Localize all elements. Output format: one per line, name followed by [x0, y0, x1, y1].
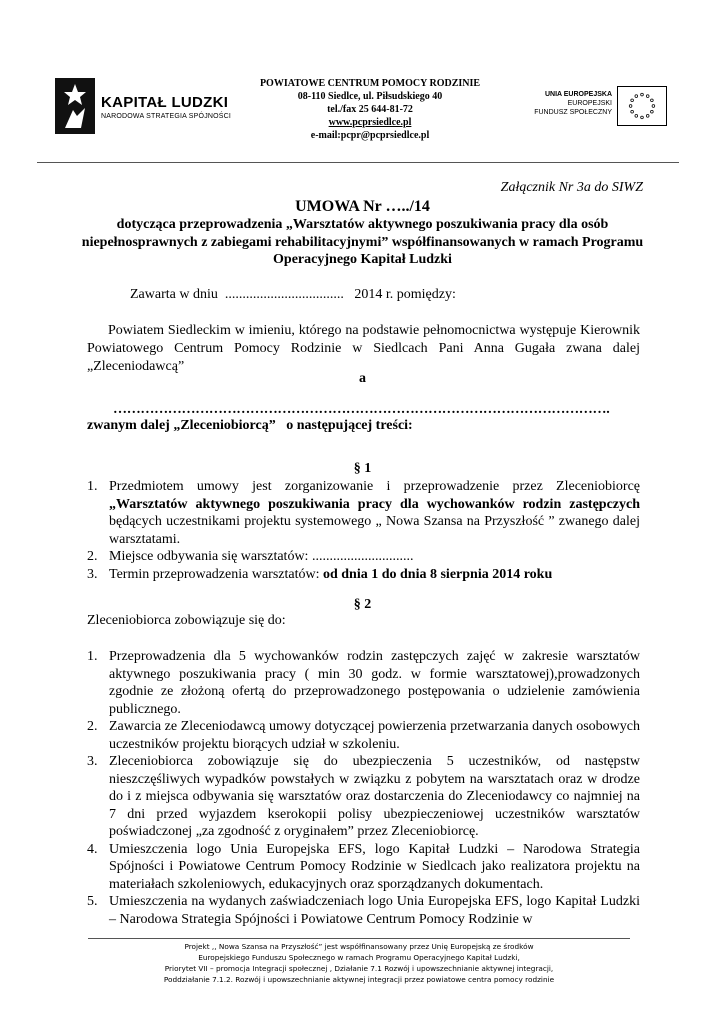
contractor-placeholder: ……………………………………………………………………………………………….: [113, 402, 610, 417]
contractor-designation: zwanym dalej „Zleceniobiorcą” o następującej treści:: [87, 418, 413, 433]
item-bold: „Warsztatów aktywnego poszukiwania pracy dla wychowanków rodzin zastępczych: [109, 496, 640, 512]
header-divider: [37, 162, 679, 163]
org-address: 08-110 Siedlce, ul. Piłsudskiego 40: [297, 91, 443, 102]
section-2-intro: Zleceniobiorca zobowiązuje się do:: [87, 613, 286, 628]
kapital-ludzki-logo: [55, 78, 245, 138]
footer-line-3: Priorytet VII – promocja Integracji społecznej , Działanie 7.1 Rozwój i upowszechnianie aktywnej integracji,: [164, 964, 554, 973]
footer-line-2: Europejskiego Funduszu Społecznego w ramach Programu Operacyjnego Kapitał Ludzki,: [198, 953, 520, 962]
org-name: POWIATOWE CENTRUM POMOCY RODZINIE: [259, 78, 481, 89]
item-text: Przedmiotem umowy jest zorganizowanie i przeprowadzenie przez Zleceniobiorcę: [109, 479, 640, 494]
logo-subtitle: NARODOWA STRATEGIA SPÓJNOŚCI: [101, 113, 232, 120]
section-1-list: [87, 478, 640, 583]
item-bold: od dnia 1 do dnia 8 sierpnia 2014 roku: [322, 566, 553, 582]
list-item: 3. Zleceniobiorca zobowiązuje się do ubezpieczenia 5 uczestników, od następstw nieszczęśliwych wypadków powstałych w związku z pobytem na warsztatach oraz w drodze do i z miejsca odbywania się warsztatów oraz dostarczenia do Zleceniodawcy co najmniej na 7 dni przed wyjazdem kserokopii polisy ubezpieczeniowej uczestników warsztatów poświadczonej „za zgodność z oryginałem” przez Zleceniobiorcę.: [87, 754, 640, 839]
org-website-link[interactable]: www.pcprsiedlce.pl: [328, 117, 412, 128]
item-text: Termin przeprowadzenia warsztatów:: [109, 566, 323, 582]
item-text: Przeprowadzenia dla 5 wychowanków rodzin zastępczych zajęć w zakresie warsztatów aktywnego poszukiwania pracy ( min 30 godz. w formie warsztatowej),prowadzonych zgodnie ze złożoną ofertą do przeprowadzonego postępowania o udzielenie zamówienia publicznego.: [109, 649, 640, 717]
annex-label: Załącznik Nr 3a do SIWZ: [500, 180, 643, 195]
organization-header: [232, 77, 508, 142]
list-item: 1. Przeprowadzenia dla 5 wychowanków rodzin zastępczych zajęć w zakresie warsztatów aktywnego poszukiwania pracy ( min 30 godz. w formie warsztatowej),prowadzonych zgodnie ze złożoną ofertą do przeprowadzonego postępowania o udzielenie zamówienia publicznego.: [87, 649, 640, 717]
eu-flag-icon: [617, 86, 667, 126]
item-text: Umieszczenia logo Unia Europejska EFS, logo Kapitał Ludzki – Narodowa Strategia Spójności i Powiatowe Centrum Pomocy Rodzinie w Siedlcach jako realizatora projektu na materiałach szkoleniowych, edukacyjnych oraz sporządzanych dokumentach.: [109, 841, 640, 892]
eu-label-line2: EUROPEJSKI: [567, 100, 612, 107]
parties-paragraph: Powiatem Siedleckim w imieniu, którego na podstawie pełnomocnictwa występuje Kierownik Powiatowego Centrum Pomocy Rodzinie w Siedlcach Pani Anna Gugała zwana dalej „Zleceniodawcą”: [87, 323, 640, 374]
footer-line-4: Poddziałanie 7.1.2. Rozwój i upowszechnianie aktywnej integracji przez powiatowe centra pomocy rodzinie: [163, 975, 555, 984]
org-email: e-mail:pcpr@pcprsiedlce.pl: [310, 130, 430, 141]
section-2-list: [87, 648, 640, 928]
list-item: 4. Umieszczenia logo Unia Europejska EFS, logo Kapitał Ludzki – Narodowa Strategia Spójności i Powiatowe Centrum Pomocy Rodzinie w Siedlcach jako realizatora projektu na materiałach szkoleniowych, edukacyjnych oraz sporządzanych dokumentach.: [87, 841, 640, 892]
contract-title: UMOWA Nr …../14: [295, 198, 430, 215]
item-text-rest: będących uczestnikami projektu systemowego „ Nowa Szansa na Przyszłość ” zwanego dalej warsztatami.: [109, 514, 640, 547]
list-item: 2. Zawarcia ze Zleceniodawcą umowy dotyczącej powierzenia przetwarzania danych osobowych uczestników projektu biorących udział w szkoleniu.: [87, 719, 640, 752]
logo-title: KAPITAŁ LUDZKI: [101, 94, 229, 111]
list-item: 3. Termin przeprowadzenia warsztatów: od dnia 1 do dnia 8 sierpnia 2014 roku: [87, 566, 553, 582]
section-1-heading: § 1: [353, 461, 372, 476]
eu-label-line3: FUNDUSZ SPOŁECZNY: [534, 109, 612, 116]
list-item: 5. Umieszczenia na wydanych zaświadczeniach logo Unia Europejska EFS, logo Kapitał Ludzki – Narodowa Strategia Spójności i Powiatowe Centrum Pomocy Rodzinie w: [87, 894, 640, 927]
list-item: 2. Miejsce odbywania się warsztatów: .............................: [87, 549, 414, 564]
item-text: Zawarcia ze Zleceniodawcą umowy dotyczącej powierzenia przetwarzania danych osobowych uczestników projektu biorących udział w szkoleniu.: [109, 719, 640, 752]
contract-subtitle: dotycząca przeprowadzenia „Warsztatów aktywnego poszukiwania pracy dla osób niepełnosprawnych z zabiegami rehabilitacyjnymi” współfinansowanych w ramach Programu Operacyjnego Kapitał Ludzki: [81, 217, 644, 267]
eu-fund-label: [524, 90, 612, 117]
footer-line-1: Projekt ,, Nowa Szansa na Przyszłość” jest współfinansowany przez Unię Europejską ze środków: [184, 942, 534, 951]
item-text: Miejsce odbywania się warsztatów: .............................: [109, 549, 414, 564]
signed-date-line: Zawarta w dniu .................................. 2014 r. pomiędzy:: [130, 287, 456, 302]
org-phone: tel./fax 25 644-81-72: [327, 104, 413, 115]
item-text: Zleceniobiorca zobowiązuje się do ubezpieczenia 5 uczestników, od następstw nieszczęśliwych wypadków powstałych w związku z pobytem na warsztatach oraz w drodze do i z miejsca odbywania się warsztatów oraz dostarczenia do Zleceniodawcy co najmniej na 7 dni przed wyjazdem kserokopii polisy ubezpieczeniowej uczestników warsztatów poświadczonej „za zgodność z oryginałem” przez Zleceniobiorcę.: [109, 754, 640, 839]
and-separator: a: [359, 371, 366, 386]
section-2-heading: § 2: [353, 597, 372, 612]
footer-divider: [88, 938, 630, 939]
project-footer: [88, 941, 630, 985]
kapital-ludzki-emblem-icon: [55, 78, 95, 134]
list-item: 1. Przedmiotem umowy jest zorganizowanie i przeprowadzenie przez Zleceniobiorcę „Warsztatów aktywnego poszukiwania pracy dla wychowanków rodzin zastępczych będących uczestnikami projektu systemowego „ Nowa Szansa na Przyszłość ” zwanego dalej warsztatami.: [87, 479, 640, 547]
item-text: Umieszczenia na wydanych zaświadczeniach logo Unia Europejska EFS, logo Kapitał Ludzki – Narodowa Strategia Spójności i Powiatowe Centrum Pomocy Rodzinie w: [109, 894, 640, 927]
eu-label-line1: UNIA EUROPEJSKA: [544, 91, 612, 98]
